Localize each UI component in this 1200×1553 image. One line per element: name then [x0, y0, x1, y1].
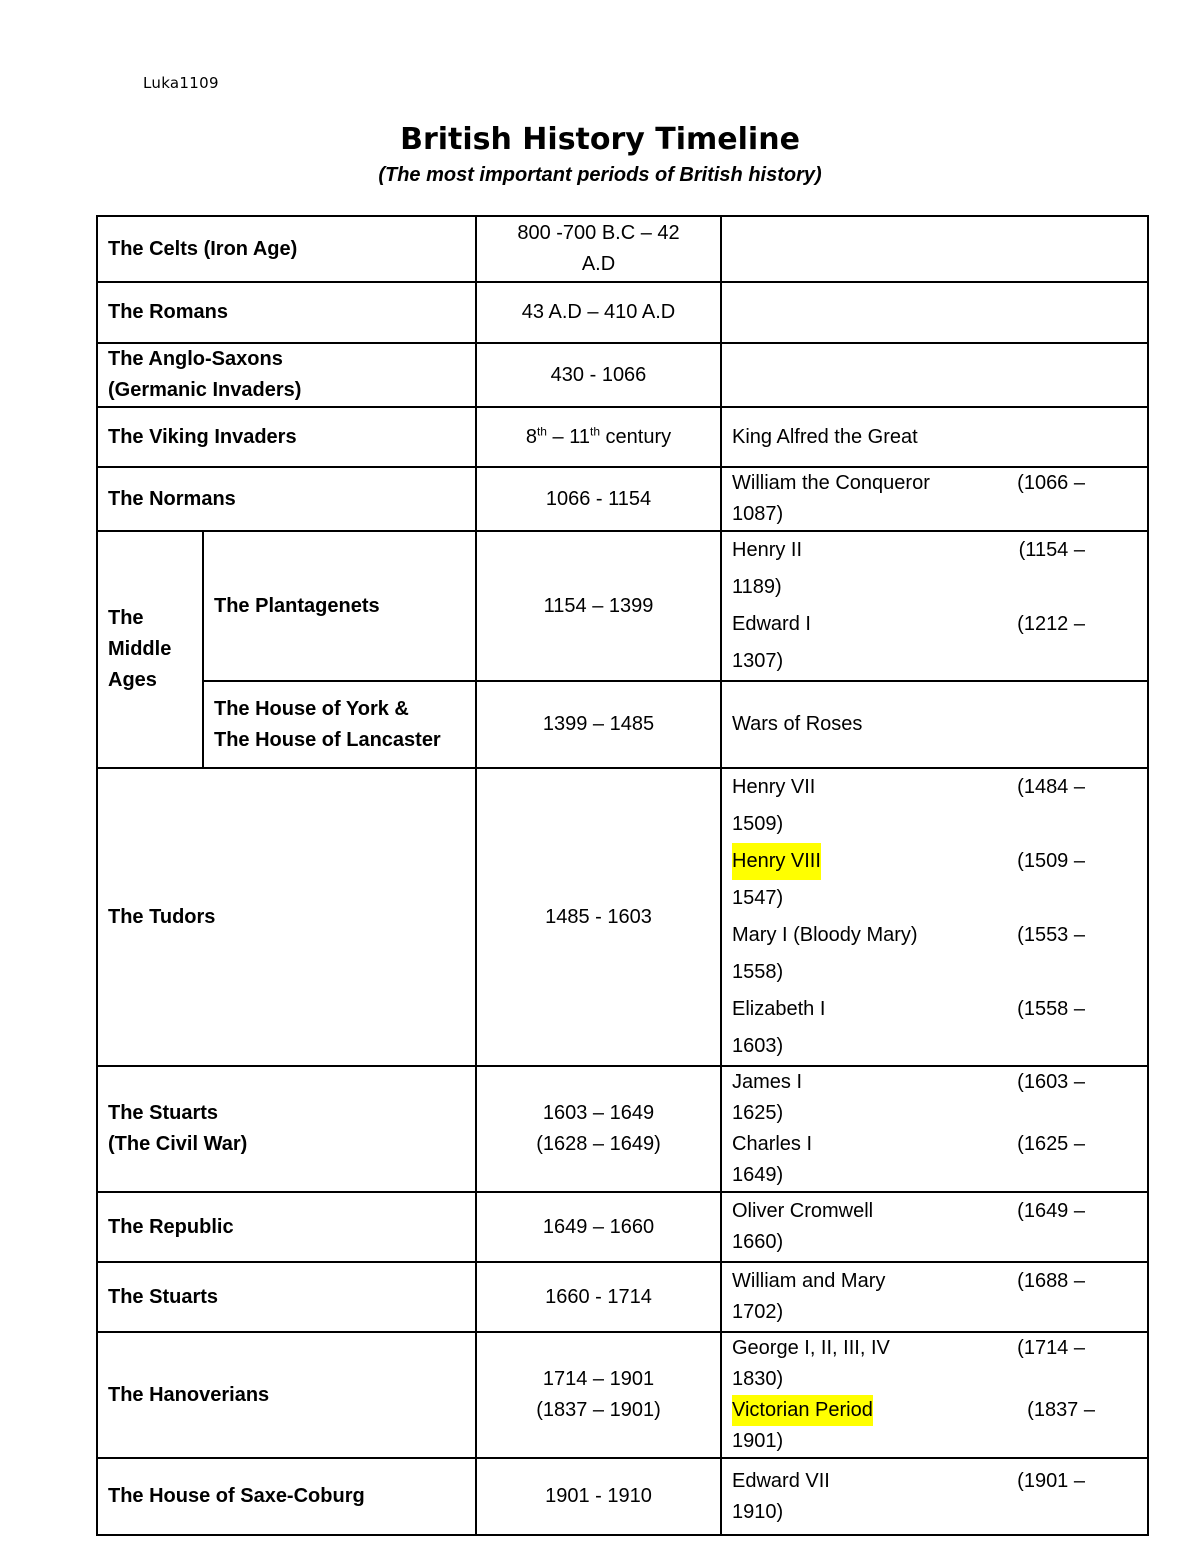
table-row: [97, 343, 1148, 407]
table-row: [97, 1458, 1148, 1535]
monarchs-cell: Oliver Cromwell (1649 – 1660): [721, 1192, 1148, 1262]
dates-cell: 43 A.D – 410 A.D: [476, 282, 721, 343]
monarch-entry: Oliver Cromwell (1649 –: [732, 1200, 1085, 1222]
period-cell: The Celts (Iron Age): [97, 216, 476, 282]
period-cell: The Viking Invaders: [97, 407, 476, 467]
monarch-entry: Edward VII (1901 –: [732, 1469, 1085, 1492]
highlighted-name: Victorian Period: [732, 1395, 873, 1426]
monarchs-cell: William and Mary (1688 – 1702): [721, 1262, 1148, 1332]
monarchs-cell: Henry II (1154 – 1189) Edward I (1212 – 1307): [721, 531, 1148, 681]
monarchs-cell: King Alfred the Great: [721, 407, 1148, 467]
monarch-entry: Edward I (1212 –: [732, 613, 1085, 635]
table-row: [97, 1192, 1148, 1262]
dates-cell: 1399 – 1485: [476, 681, 721, 768]
table-row: [97, 1066, 1148, 1192]
table-row: [97, 282, 1148, 343]
monarchs-cell: George I, II, III, IV (1714 – 1830) Victorian Period (1837 – 1901): [721, 1332, 1148, 1458]
dates-cell: 1066 - 1154: [476, 467, 721, 531]
dates-cell: 1603 – 1649 (1628 – 1649): [476, 1066, 721, 1192]
monarch-entry: Victorian Period (1837 –: [732, 1395, 1137, 1426]
period-cell: The Plantagenets: [203, 531, 476, 681]
table-row: [97, 216, 1148, 282]
monarchs-cell: Wars of Roses: [721, 681, 1148, 768]
table-row: [97, 467, 1148, 531]
dates-cell: 800 -700 B.C – 42 A.D: [476, 216, 721, 282]
author-name: Luka1109: [143, 74, 219, 92]
monarchs-cell: Henry VII (1484 – 1509) Henry VIII (1509 – 1547) Mary I (Bloody Mary) (1553 – 1558) Elizabeth I (1558 – 1603): [721, 768, 1148, 1066]
monarch-entry: William the Conqueror (1066 –: [732, 472, 1085, 494]
monarch-entry: James I (1603 –: [732, 1071, 1085, 1093]
table-row: [97, 1262, 1148, 1332]
monarchs-cell: Edward VII (1901 – 1910): [721, 1458, 1148, 1535]
dates-cell: 1901 - 1910: [476, 1458, 721, 1535]
dates-cell: 1154 – 1399: [476, 531, 721, 681]
table-row: [97, 681, 1148, 768]
page-title: British History Timeline: [400, 122, 800, 157]
monarch-entry: Elizabeth I (1558 –: [732, 998, 1085, 1020]
table-row: [97, 407, 1148, 467]
timeline-table: [96, 215, 1149, 1536]
monarch-entry: Henry VII (1484 –: [732, 776, 1085, 798]
dates-cell: 1660 - 1714: [476, 1262, 721, 1332]
monarch-entry: Charles I (1625 –: [732, 1133, 1085, 1155]
dates-cell: 430 - 1066: [476, 343, 721, 407]
dates-cell: 1485 - 1603: [476, 768, 721, 1066]
highlighted-name: Henry VIII: [732, 843, 821, 880]
period-cell: The Anglo-Saxons (Germanic Invaders): [97, 343, 476, 407]
period-cell: The Hanoverians: [97, 1332, 476, 1458]
monarchs-cell: James I (1603 – 1625) Charles I (1625 – 1649): [721, 1066, 1148, 1192]
monarchs-cell: [721, 343, 1148, 407]
period-cell: The Republic: [97, 1192, 476, 1262]
table-row: [97, 768, 1148, 1066]
table-row: [97, 531, 1148, 681]
period-cell: The Stuarts (The Civil War): [97, 1066, 476, 1192]
period-cell: The Tudors: [97, 768, 476, 1066]
dates-cell: 1649 – 1660: [476, 1192, 721, 1262]
monarchs-cell: [721, 216, 1148, 282]
period-cell: The Romans: [97, 282, 476, 343]
middle-ages-label: The Middle Ages: [97, 531, 203, 768]
dates-cell: 1714 – 1901 (1837 – 1901): [476, 1332, 721, 1458]
monarch-entry: George I, II, III, IV (1714 –: [732, 1337, 1085, 1359]
period-cell: The House of Saxe-Coburg: [97, 1458, 476, 1535]
monarch-entry: Mary I (Bloody Mary) (1553 –: [732, 924, 1085, 946]
period-cell: The House of York & The House of Lancaster: [203, 681, 476, 768]
dates-cell: 8th – 11th century: [476, 407, 721, 467]
period-cell: The Normans: [97, 467, 476, 531]
table-row: [97, 1332, 1148, 1458]
monarch-entry: Henry VIII (1509 –: [732, 843, 1137, 880]
monarch-entry: William and Mary (1688 –: [732, 1270, 1085, 1292]
monarchs-cell: [721, 282, 1148, 343]
monarch-entry: Henry II (1154 –: [732, 539, 1085, 561]
monarchs-cell: William the Conqueror (1066 – 1087): [721, 467, 1148, 531]
page-subtitle: (The most important periods of British history): [378, 164, 822, 186]
period-cell: The Stuarts: [97, 1262, 476, 1332]
